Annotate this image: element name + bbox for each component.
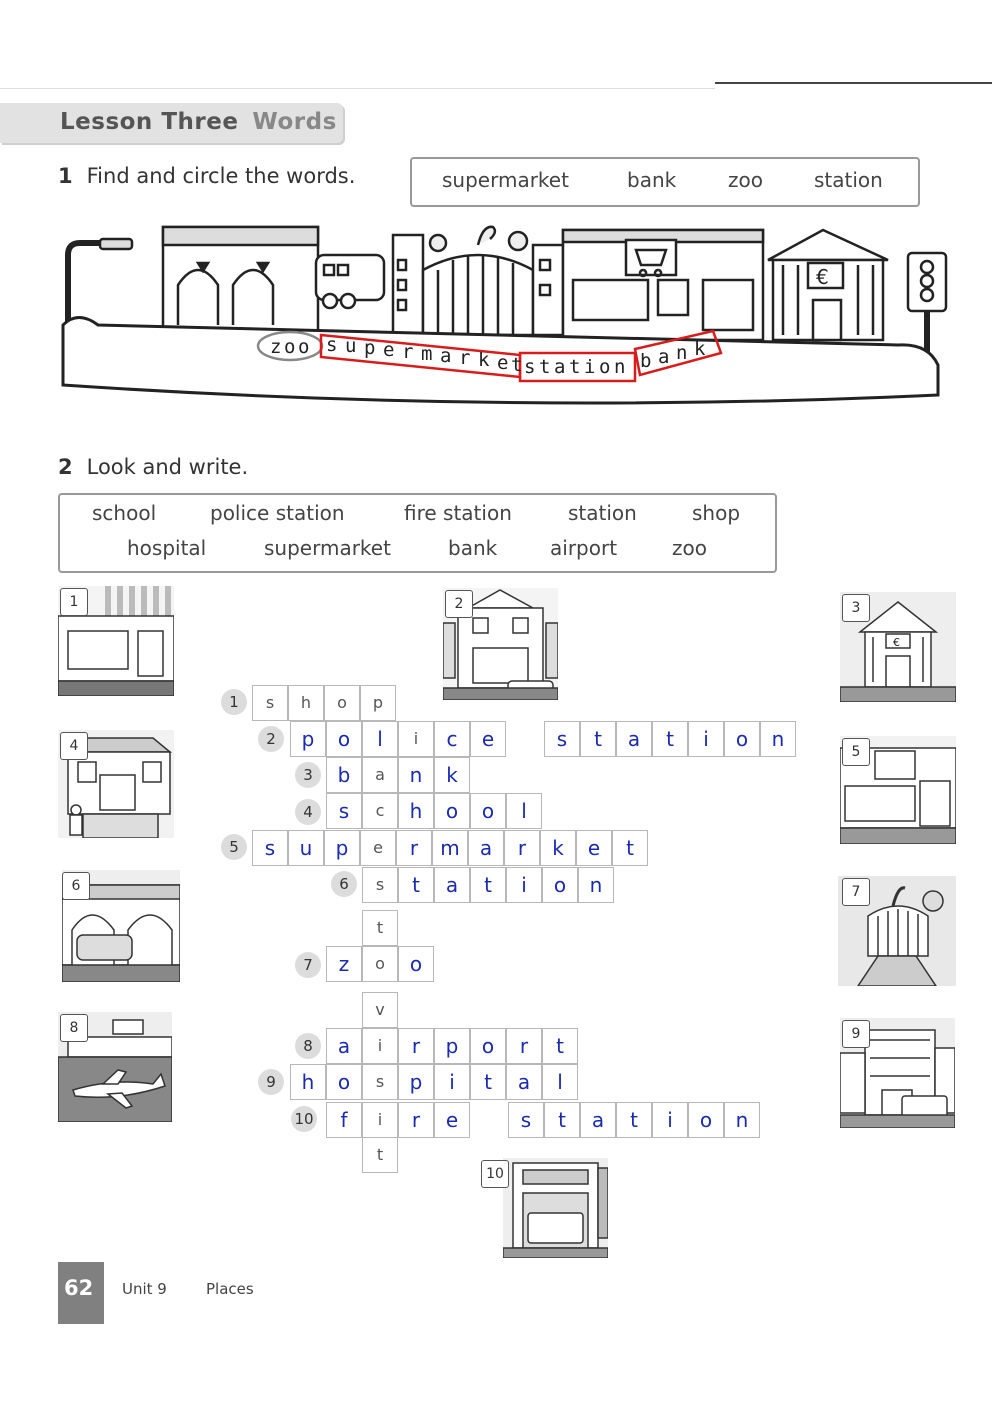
crossword-cell[interactable]: t (398, 867, 434, 903)
banner-letter: m (421, 343, 433, 365)
banner-letter: k (694, 338, 706, 360)
crossword-cell[interactable]: o (688, 1102, 724, 1138)
crossword-cell[interactable]: e (470, 721, 506, 757)
crossword-cell[interactable]: o (724, 721, 760, 757)
banner-letter: r (459, 347, 471, 369)
crossword-cell[interactable]: b (326, 757, 362, 793)
crossword-cell[interactable]: s (252, 830, 288, 866)
crossword-cell[interactable]: a (616, 721, 652, 757)
clue-number-3: 3 (295, 762, 321, 788)
street-scene-illustration (58, 215, 953, 410)
crossword-cell[interactable]: o (324, 685, 360, 721)
crossword-cell[interactable]: e (434, 1102, 470, 1138)
banner-letter: b (640, 350, 652, 372)
crossword-cell[interactable]: l (506, 793, 542, 829)
ex2-word: zoo (672, 536, 707, 560)
crossword-cell[interactable]: o (470, 793, 506, 829)
exercise-2-heading (58, 455, 248, 479)
exercise-2-number: 2 (58, 455, 73, 479)
crossword-cell[interactable]: n (578, 867, 614, 903)
ex2-word: bank (448, 536, 498, 560)
picture-number-6: 6 (62, 872, 90, 900)
crossword-cell[interactable]: p (398, 1064, 434, 1100)
lesson-title (60, 109, 337, 135)
banner-letter: z (270, 336, 282, 358)
crossword-cell[interactable]: t (544, 1102, 580, 1138)
picture-number-8: 8 (60, 1014, 88, 1042)
crossword-cell[interactable]: a (434, 867, 470, 903)
crossword-cell[interactable]: t (580, 721, 616, 757)
banner-letter: n (676, 342, 688, 364)
picture-number-4: 4 (60, 732, 88, 760)
clue-number-5: 5 (221, 834, 247, 860)
ex2-word: police station (210, 501, 345, 525)
crossword-cell[interactable]: s (544, 721, 580, 757)
crossword-cell[interactable]: t (616, 1102, 652, 1138)
banner-letter: i (584, 356, 596, 378)
crossword-cell[interactable]: m (432, 830, 468, 866)
crossword-cell[interactable]: r (506, 1028, 542, 1064)
banner-letter: a (440, 345, 452, 367)
svg-text:€: € (816, 265, 829, 289)
picture-number-10: 10 (481, 1160, 509, 1188)
picture-number-7: 7 (842, 878, 870, 906)
banner-letter: p (364, 337, 376, 359)
crossword-cell[interactable]: h (290, 1064, 326, 1100)
ex2-word: hospital (127, 536, 207, 560)
banner-letter: o (599, 356, 611, 378)
crossword-cell[interactable]: t (612, 830, 648, 866)
clue-number-2: 2 (258, 726, 284, 752)
banner-letter: a (658, 346, 670, 368)
exercise-1-number: 1 (58, 164, 73, 188)
banner-letter: e (383, 339, 395, 361)
banner-letter: s (524, 356, 536, 378)
crossword-cell[interactable]: h (288, 685, 324, 721)
crossword-cell[interactable]: h (398, 793, 434, 829)
banner-letter: a (554, 356, 566, 378)
picture-number-9: 9 (842, 1020, 870, 1048)
clue-number-10: 10 (291, 1106, 317, 1132)
crossword-cell[interactable]: k (434, 757, 470, 793)
ex2-word: supermarket (264, 536, 391, 560)
banner-letter: t (539, 356, 551, 378)
crossword-cell[interactable]: s (326, 793, 362, 829)
clue-number-7: 7 (295, 952, 321, 978)
crossword-cell[interactable]: s (508, 1102, 544, 1138)
crossword-cell[interactable]: a (506, 1064, 542, 1100)
clue-number-9: 9 (258, 1069, 284, 1095)
crossword-cell[interactable]: i (688, 721, 724, 757)
crossword-cell[interactable]: c (434, 721, 470, 757)
ex1-word-2: bank (627, 168, 677, 192)
banner-letter: o (298, 336, 310, 358)
crossword-cell[interactable]: t (470, 867, 506, 903)
crossword-cell[interactable]: o (470, 1028, 506, 1064)
banner-letter: n (614, 356, 626, 378)
picture-number-3: 3 (842, 594, 870, 622)
crossword-cell[interactable]: s (252, 685, 288, 721)
clue-number-1: 1 (221, 689, 247, 715)
crossword-cell[interactable]: l (362, 721, 398, 757)
crossword-cell[interactable]: r (398, 1102, 434, 1138)
picture-number-2: 2 (445, 590, 473, 618)
banner-letter: t (569, 356, 581, 378)
banner-letter: e (497, 352, 509, 374)
banner-letter: r (402, 341, 414, 363)
crossword-cell[interactable]: k (540, 830, 576, 866)
crossword-cell[interactable]: p (434, 1028, 470, 1064)
crossword-cell[interactable]: a (468, 830, 504, 866)
exercise-2-instruction: Look and write. (86, 455, 249, 479)
ex1-word-4: station (814, 168, 883, 192)
crossword-cell[interactable]: n (760, 721, 796, 757)
fire-station-picture (503, 1158, 608, 1258)
crossword-cell[interactable]: i (652, 1102, 688, 1138)
ex2-word: station (568, 501, 637, 525)
crossword-cell[interactable]: o (362, 946, 398, 982)
crossword-cell[interactable]: s (362, 1064, 398, 1100)
crossword-cell[interactable]: u (288, 830, 324, 866)
banner-letter: k (478, 349, 490, 371)
crossword-cell[interactable]: v (362, 992, 398, 1028)
banner-letter: t (511, 354, 523, 376)
crossword-cell[interactable]: s (362, 867, 398, 903)
exercise-1-heading (58, 164, 355, 188)
ex1-word-3: zoo (728, 168, 763, 192)
crossword-cell[interactable]: i (362, 1102, 398, 1138)
ex2-word: fire station (404, 501, 512, 525)
crossword-cell[interactable]: o (542, 867, 578, 903)
crossword-cell[interactable]: o (434, 793, 470, 829)
crossword-cell[interactable]: p (290, 721, 326, 757)
crossword-cell[interactable]: f (326, 1102, 362, 1138)
banner-letter: s (326, 334, 338, 356)
crossword-cell[interactable]: o (326, 1064, 362, 1100)
lesson-title-text: Lesson Three (60, 109, 239, 135)
svg-text:€: € (893, 636, 900, 649)
crossword-cell[interactable]: a (580, 1102, 616, 1138)
crossword-cell[interactable]: a (326, 1028, 362, 1064)
crossword-cell[interactable]: i (362, 1028, 398, 1064)
crossword-cell[interactable]: t (652, 721, 688, 757)
crossword-cell[interactable]: r (396, 830, 432, 866)
banner-letter: o (284, 336, 296, 358)
banner-letter: u (345, 335, 357, 357)
clue-number-8: 8 (295, 1033, 321, 1059)
footer-topic: Places (206, 1280, 254, 1298)
crossword-cell[interactable]: i (398, 721, 434, 757)
crossword-cell[interactable]: t (362, 910, 398, 946)
crossword-cell[interactable]: p (360, 685, 396, 721)
page-number: 62 (64, 1276, 94, 1300)
picture-number-5: 5 (842, 738, 870, 766)
ex2-word: school (92, 501, 157, 525)
footer-unit: Unit 9 (122, 1280, 167, 1298)
crossword-cell[interactable]: n (398, 757, 434, 793)
clue-number-6: 6 (331, 871, 357, 897)
crossword-cell[interactable]: l (542, 1064, 578, 1100)
crossword-cell[interactable]: e (360, 830, 396, 866)
crossword-cell[interactable]: r (398, 1028, 434, 1064)
crossword-cell[interactable]: o (398, 946, 434, 982)
crossword-cell[interactable]: c (362, 793, 398, 829)
crossword-cell[interactable]: t (542, 1028, 578, 1064)
crossword-cell[interactable]: t (362, 1137, 398, 1173)
crossword-cell[interactable]: n (724, 1102, 760, 1138)
crossword-cell[interactable]: i (506, 867, 542, 903)
crossword-cell[interactable]: t (470, 1064, 506, 1100)
crossword-cell[interactable]: a (362, 757, 398, 793)
crossword-cell[interactable]: r (504, 830, 540, 866)
crossword-cell[interactable]: e (576, 830, 612, 866)
ex1-word-1: supermarket (442, 168, 569, 192)
picture-number-1: 1 (60, 588, 88, 616)
crossword-cell[interactable]: z (326, 946, 362, 982)
ex2-word: shop (692, 501, 741, 525)
clue-number-4: 4 (295, 799, 321, 825)
crossword-cell[interactable]: o (326, 721, 362, 757)
crossword-cell[interactable]: i (434, 1064, 470, 1100)
ex2-word: airport (550, 536, 618, 560)
lesson-subtitle: Words (252, 109, 337, 135)
crossword-cell[interactable]: p (324, 830, 360, 866)
exercise-1-instruction: Find and circle the words. (86, 164, 356, 188)
